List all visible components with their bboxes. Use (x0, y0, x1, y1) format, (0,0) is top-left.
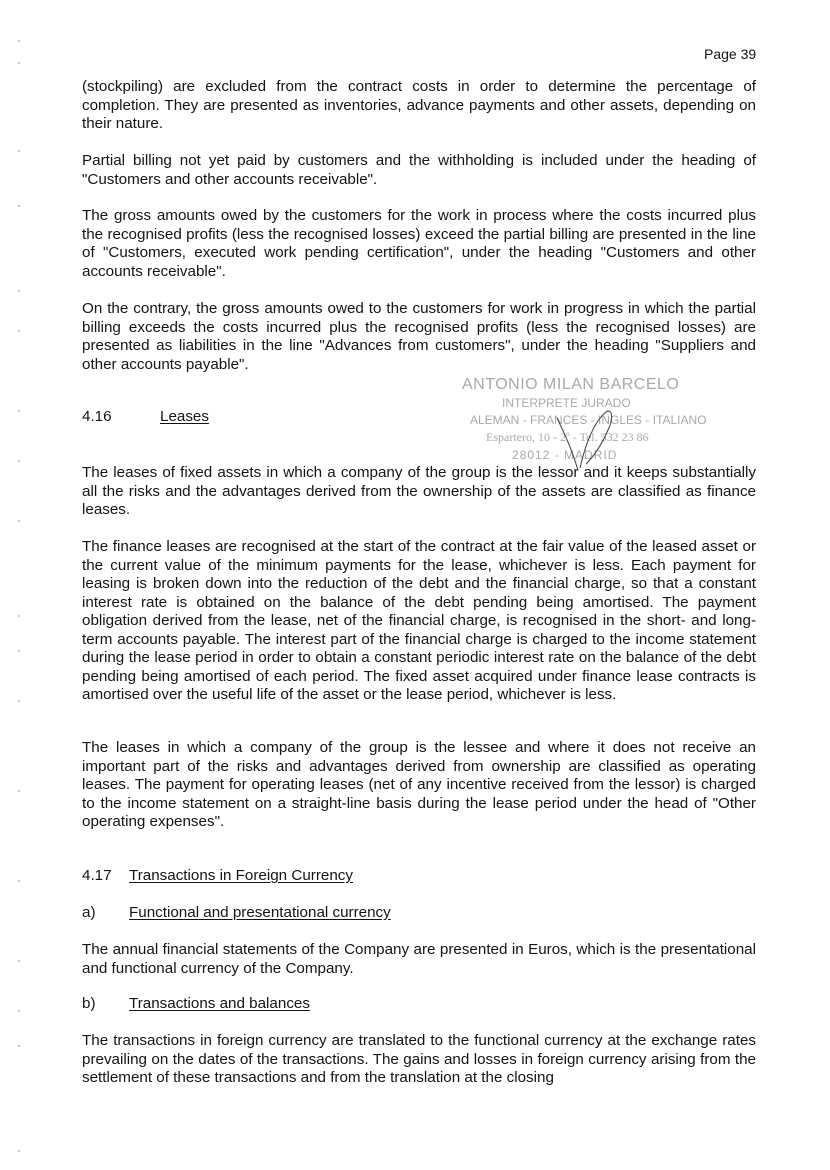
paragraph-presentation-currency (82, 941, 756, 978)
paragraph-gross-amounts-liabilities (82, 300, 756, 374)
section-title: Leases (160, 408, 209, 425)
paragraph-finance-leases-recognition (82, 538, 756, 705)
section-number: 4.16 (82, 408, 112, 425)
translator-stamp (462, 372, 707, 472)
stamp-name: ANTONIO MILAN BARCELO (462, 376, 680, 393)
page-number: Page 39 (704, 46, 757, 62)
stamp-city: 28012 - MADRID (512, 448, 618, 462)
stamp-title: INTERPRETE JURADO (502, 396, 631, 410)
subsection-title: Transactions and balances (129, 995, 310, 1012)
paragraph-operating-leases (82, 739, 756, 832)
stamp-address: Espartero, 10 - 2º - Tel. 532 23 86 (486, 430, 649, 444)
section-title: Transactions in Foreign Currency (129, 867, 353, 884)
paragraph-text: The finance leases are recognised at the start of the contract at the fair value of the leased asset or the current value of the minimum payments for the lease, whichever is less. Each payment for leasing is broken down into the reduction of the debt and the financial charge, so that a constant interest rate is obtained on the balance of the debt pending being amortised. The payment obligation derived from the lease, net of the financial charge, is recognised in the short- and long-term accounts payable. The interest part of the financial charge is charged to the income statement during the lease period in order to obtain a constant periodic interest rate on the balance of the debt pending being amortised of each period. The fixed asset acquired under finance lease contracts is amortised over the useful life of the asset or the lease period, whichever is less. (82, 538, 756, 703)
stamp-languages: ALEMAN - FRANCES - INGLES - ITALIANO (470, 413, 707, 427)
paragraph-stockpiling (82, 78, 756, 134)
paragraph-text: The leases of fixed assets in which a company of the group is the lessor and it keeps substantially all the risks and the advantages derived from the ownership of the assets are classified as finance leases. (82, 464, 756, 518)
paragraph-text: The leases in which a company of the group is the lessee and where it does not receive an important part of the risks and advantages derived from ownership are classified as operating leases. The payment for operating leases (net of any incentive received from the lessor) is charged to the income statement on a straight-line basis during the lease period under the head of "Other operating expenses". (82, 739, 756, 830)
paragraph-foreign-transactions (82, 1032, 756, 1088)
subsection-letter: b) (82, 995, 96, 1012)
paragraph-text: (stockpiling) are excluded from the contract costs in order to determine the percentage of completion. They are presented as inventories, advance payments and other assets, depending on their nature. (82, 78, 756, 132)
paragraph-text: The annual financial statements of the Company are presented in Euros, which is the presentational and functional currency of the Company. (82, 941, 756, 977)
subsection-title: Functional and presentational currency (129, 904, 391, 921)
subsection-letter: a) (82, 904, 96, 921)
paragraph-text: The gross amounts owed by the customers for the work in process where the costs incurred plus the recognised profits (less the recognised losses) exceed the partial billing are presented in the line of "Customers, executed work pending certification", under the heading "Customers and other accounts receivable". (82, 207, 756, 280)
paragraph-partial-billing (82, 152, 756, 189)
paragraph-lessor-finance-leases (82, 464, 756, 520)
paragraph-text: On the contrary, the gross amounts owed to the customers for work in progress in which the partial billing exceeds the costs incurred plus the recognised profits (less the recognised losses) are presented as liabilities in the line "Advances from customers", under the heading "Suppliers and other accounts payable". (82, 300, 756, 373)
paragraph-gross-amounts-customers (82, 207, 756, 281)
section-number: 4.17 (82, 867, 112, 884)
paragraph-text: Partial billing not yet paid by customers and the withholding is included under the heading of "Customers and other accounts receivable". (82, 152, 756, 188)
paragraph-text: The transactions in foreign currency are translated to the functional currency at the exchange rates prevailing on the dates of the transactions. The gains and losses in foreign currency arising from the settlement of these transactions and from the translation at the closing (82, 1032, 756, 1086)
